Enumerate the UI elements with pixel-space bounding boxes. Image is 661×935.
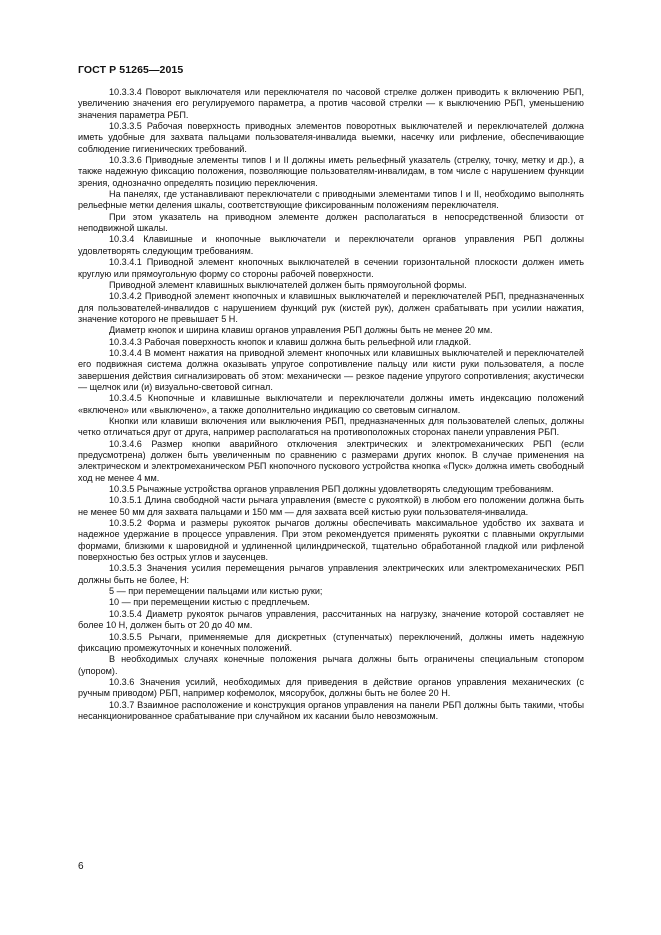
page-number: 6 <box>78 861 84 872</box>
paragraph-10-3-3-5: 10.3.3.5 Рабочая поверхность приводных элементов поворотных выключателей и переключателей должна иметь удобные для захвата пальцами пользователя-инвалида выемки, насечку или рифление, обеспечивающие соблюдение гигиенических требований. <box>78 121 584 154</box>
list-item-forearm-force: 10 — при перемещении кистью с предплечьем. <box>109 597 310 608</box>
paragraph-10-3-5-2: 10.3.5.2 Форма и размеры рукояток рычагов должны обеспечивать максимальное удобство их захвата и надежное удержание в процессе управления. При этом рекомендуется применять рукоятки с плавными округлыми формами, близкими к шаровидной и удлиненной цилиндрической, тщательно обработанной гладкой или рифленой поверхностью без острых углов и заусенцев. <box>78 518 584 563</box>
paragraph-blind-users-buttons: Кнопки или клавиши включения или выключения РБП, предназначенных для пользователей слепых, должны четко отличаться друг от друга, например располагаться на противоположных сторонах панели управления РБП. <box>78 415 584 438</box>
paragraph-10-3-4-5: 10.3.4.5 Кнопочные и клавишные выключатели и переключатели должны иметь индексацию положений «включено» или «выключено», а также дополнительно индикацию со световым сигналом. <box>78 393 584 415</box>
paragraph-10-3-5-1: 10.3.5.1 Длина свободной части рычага управления (вместе с рукояткой) в любом его положении должна быть не менее 50 мм для захвата пальцами и 150 мм — для захвата всей кистью руки пользователя-инвалида. <box>78 495 584 517</box>
paragraph-10-3-4: 10.3.4 Клавишные и кнопочные выключатели и переключатели органов управления РБП должны удовлетворять следующим требованиям. <box>78 234 584 256</box>
paragraph-key-switch-shape: Приводной элемент клавишных выключателей должен быть прямоугольной формы. <box>109 279 467 290</box>
paragraph-lever-stopper: В необходимых случаях конечные положения рычага должны быть ограничены специальным стопором (упором). <box>78 654 584 676</box>
paragraph-10-3-4-6: 10.3.4.6 Размер кнопки аварийного отключения электрических и электромеханических РБП (если предусмотрена) должен быть увеличенным по сравнению с размерами других кнопок. В случае применения на электрическом и электромеханическом РБП кнопочного пускового устройства кнопка «Пуск» должна иметь свободный ход не менее 4 мм. <box>78 438 584 483</box>
paragraph-10-3-5-3: 10.3.5.3 Значения усилия перемещения рычагов управления электрических или электромеханических РБП должны быть не более, Н: <box>78 563 584 585</box>
paragraph-10-3-4-3: 10.3.4.3 Рабочая поверхность кнопок и клавиш должна быть рельефной или гладкой. <box>109 336 472 347</box>
paragraph-10-3-5-4: 10.3.5.4 Диаметр рукояток рычагов управления, рассчитанных на нагрузку, значение которой составляет не более 10 Н, должен быть от 20 до 40 мм. <box>78 608 584 631</box>
standard-designation: ГОСТ Р 51265—2015 <box>78 64 184 76</box>
paragraph-10-3-5-5: 10.3.5.5 Рычаги, применяемые для дискретных (ступенчатых) переключений, должны иметь надежную фиксацию промежуточных и конечных положений. <box>78 631 584 653</box>
paragraph-10-3-4-4: 10.3.4.4 В момент нажатия на приводной элемент кнопочных или клавишных выключателей и переключателей его подвижная система должна оказывать упругое сопротивление пальцу или кисти руки пользователя, а после завершения действия сигнализировать об этом: механически — резкое падение упругого сопротивления; акустически — щелчок или (и) визуально-световой сигнал. <box>78 347 584 392</box>
paragraph-10-3-3-6: 10.3.3.6 Приводные элементы типов I и II должны иметь рельефный указатель (стрелку, точку, метку и др.), а также надежную фиксацию положения, позволяющие пользователям-инвалидам, в том числе с нарушением функции зрения, однозначно определять позицию переключения. <box>78 155 584 188</box>
list-item-fingers-force: 5 — при перемещении пальцами или кистью руки; <box>109 586 323 597</box>
paragraph-10-3-4-2: 10.3.4.2 Приводной элемент кнопочных и клавишных выключателей и переключателей РБП, предназначенных для пользователей-инвалидов с нарушением функций рук (кистей рук), должен срабатывать при усилии нажатия, значение которого не превышает 5 Н. <box>78 291 584 324</box>
paragraph-10-3-3-4: 10.3.3.4 Поворот выключателя или переключателя по часовой стрелке должен приводить к включению РБП, увеличению значения его регулируемого параметра, а против часовой стрелки — к выключению РБП, уменьшению значения параметра РБП. <box>78 87 584 120</box>
paragraph-pointer-proximity: При этом указатель на приводном элементе должен располагаться в непосредственной близости от неподвижной шкалы. <box>78 211 584 234</box>
paragraph-10-3-6: 10.3.6 Значения усилий, необходимых для приведения в действие органов управления механических (с ручным приводом) РБП, например кофемолок, мясорубок, должны быть не более 20 Н. <box>78 676 584 699</box>
paragraph-10-3-5: 10.3.5 Рычажные устройства органов управления РБП должны удовлетворять следующим требованиям. <box>109 484 554 495</box>
paragraph-panels-scale-marks: На панелях, где устанавливают переключатели с приводными элементами типов I и II, необходимо выполнять рельефные метки деления шкалы, соответствующие фиксированным положениям переключателя. <box>78 189 584 211</box>
paragraph-button-diameter: Диаметр кнопок и ширина клавиш органов управления РБП должны быть не менее 20 мм. <box>109 325 493 336</box>
document-body <box>78 87 584 722</box>
paragraph-10-3-4-1: 10.3.4.1 Приводной элемент кнопочных выключателей в сечении горизонтальной плоскости должен иметь круглую или прямоугольную форму со стороны рабочей поверхности. <box>78 257 584 279</box>
paragraph-10-3-7: 10.3.7 Взаимное расположение и конструкция органов управления на панели РБП должны быть такими, чтобы несанкционированное срабатывание при случайном их касании было невозможным. <box>78 699 584 721</box>
